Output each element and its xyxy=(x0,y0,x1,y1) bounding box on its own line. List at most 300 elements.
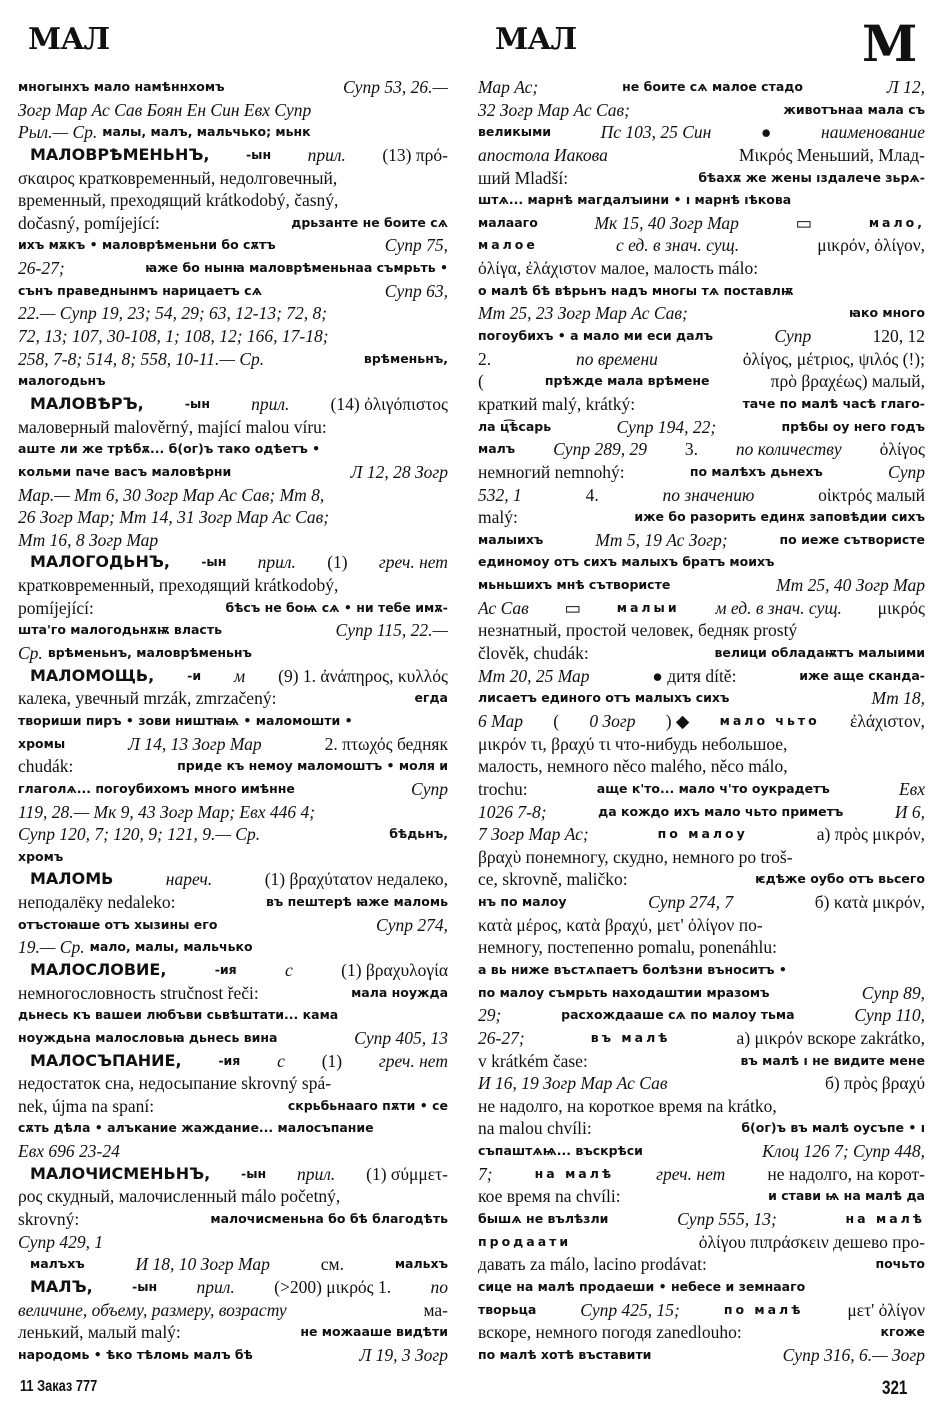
church-slavonic-citation: хромы xyxy=(18,735,66,751)
text-line xyxy=(18,438,448,461)
text-line xyxy=(478,868,925,891)
text: μικρός xyxy=(877,597,925,618)
text-line xyxy=(18,234,448,257)
church-slavonic-citation: врѣменьнъ, маловрѣменьнъ xyxy=(47,645,252,661)
text-line xyxy=(18,212,448,235)
church-slavonic-citation: малъ xyxy=(478,441,516,457)
text: ὀλίγα, ἐλάχιστον малое, малость málo: xyxy=(478,258,759,279)
church-slavonic-citation: дрьзанте не боите сѧ xyxy=(291,214,448,230)
italic-text: Зогр Мар Ас Сав Боян Ен Син Евх Супр xyxy=(18,99,312,120)
italic-text: 7; xyxy=(478,1163,493,1184)
text-line xyxy=(18,99,448,122)
italic-text: Л 12, 28 Зогр xyxy=(350,461,448,482)
italic-text: Евх xyxy=(898,778,925,799)
church-slavonic-citation: ꙗже бо нынꙗ маловрѣменьнаа съмрьть • xyxy=(145,260,448,276)
text-line xyxy=(18,665,448,688)
text-line xyxy=(18,687,448,710)
text: ● дитя dítě: xyxy=(652,665,737,686)
text: немногословность stručnost řeči: xyxy=(18,982,259,1003)
italic-text: Супр 289, 29 xyxy=(553,439,647,460)
church-slavonic-citation: бѣдьнъ, xyxy=(389,826,448,842)
text-line xyxy=(18,393,448,416)
italic-text: греч. нет xyxy=(378,1050,448,1071)
text-line xyxy=(18,189,448,212)
text-line xyxy=(478,733,925,756)
church-slavonic-citation: народомь • ѣко тѣломь малъ бѣ xyxy=(18,1346,253,1362)
church-slavonic-citation: -ия xyxy=(218,1052,241,1068)
text-line xyxy=(18,936,448,959)
text-line xyxy=(478,1095,925,1118)
text-line xyxy=(18,914,448,937)
text-line xyxy=(478,416,925,439)
church-slavonic-citation: не можааше видѣти xyxy=(300,1324,448,1340)
text-line xyxy=(478,1140,925,1163)
headword: МАЛОЧИСМЕНЬНЪ, xyxy=(30,1163,211,1183)
italic-text: по времени xyxy=(575,348,658,369)
spaced-phrase: мало, xyxy=(868,214,925,230)
church-slavonic-citation: великыми xyxy=(478,124,552,140)
italic-text: Ср. xyxy=(18,643,43,664)
text-line xyxy=(478,891,925,914)
italic-text: 532, 1 xyxy=(478,484,522,505)
text-line xyxy=(478,1027,925,1050)
text-line xyxy=(18,1208,448,1231)
text: 2. πτωχός бедняк xyxy=(324,733,448,754)
headword: МАЛОВРѢМЕНЬНЪ, xyxy=(30,144,210,164)
italic-text: апостола Иакова xyxy=(478,144,608,165)
church-slavonic-citation: малъхъ xyxy=(30,1256,85,1272)
text: (9) 1. ἀνάπηρος, κυλλός xyxy=(278,665,448,686)
italic-text: 1026 7-8; xyxy=(478,801,547,822)
church-slavonic-citation: дьнесь къ вашеи любъви сьвѣштати... кама xyxy=(18,1007,339,1023)
church-slavonic-citation: бѣсъ не боѩ сѧ • ни тебе имѫ- xyxy=(225,599,448,615)
italic-text: Л 12, xyxy=(886,77,925,97)
text: (14) ὀλιγόπιστος xyxy=(330,393,448,414)
italic-text: Супр 110, xyxy=(854,1005,925,1026)
text-line xyxy=(18,823,448,846)
text: (1) βραχύτατον недалеко, xyxy=(264,869,448,890)
church-slavonic-citation: шта'го малогодьнѫѭ власть xyxy=(18,622,222,638)
italic-text: Супр 555, 13; xyxy=(677,1209,777,1230)
text-line xyxy=(478,936,925,959)
church-slavonic-citation: штѧ... марнѣ магдалꙑини • ı марнѣ ıѣкова xyxy=(478,192,792,208)
text: 3. xyxy=(684,439,698,460)
text-line xyxy=(18,982,448,1005)
church-slavonic-citation: малыихъ xyxy=(478,531,544,547)
text-line xyxy=(478,167,925,190)
church-slavonic-citation: мальхъ xyxy=(394,1256,448,1272)
running-head-middle: МАЛ xyxy=(495,22,577,57)
church-slavonic-citation: ихъ мѫкъ • маловрѣменьни бо сѫтъ xyxy=(18,237,276,253)
church-slavonic-citation: и стави ѩ на малѣ да xyxy=(768,1188,925,1204)
text: 2. xyxy=(478,348,492,369)
text: ( xyxy=(553,710,560,731)
italic-text: Супр 120, 7; 120, 9; 121, 9.— Ср. xyxy=(18,824,261,845)
church-slavonic-citation: ноуждьна малословьꙗ дьнесь вина xyxy=(18,1029,278,1045)
text-line xyxy=(478,710,925,733)
text-line xyxy=(478,642,925,665)
text: βραχὺ понемногу, скудно, немного po troš- xyxy=(478,846,793,867)
text: ce, skrovně, maličko: xyxy=(478,869,628,890)
church-slavonic-citation: мала ноужда xyxy=(351,984,448,1000)
text-line xyxy=(18,144,448,167)
italic-text: Супр 63, xyxy=(384,280,448,301)
text-line xyxy=(478,1208,925,1231)
text: σκαιρος кратковременный, недолговечный, xyxy=(18,167,338,188)
spaced-phrase: по малоу xyxy=(657,826,748,842)
italic-text: И 16, 19 Зогр Мар Ас Сав xyxy=(478,1073,668,1094)
church-slavonic-citation: малогодьнъ xyxy=(18,373,106,389)
text: ленький, малый malý: xyxy=(18,1322,181,1343)
italic-text: Супр xyxy=(774,326,812,347)
text-line xyxy=(478,1321,925,1344)
church-slavonic-citation: въ малѣ ı не видите мене xyxy=(740,1052,925,1068)
church-slavonic-citation: въ пештерѣ ꙗже маломь xyxy=(265,894,448,910)
church-slavonic-citation: по малѣ хотѣ въставити xyxy=(478,1346,652,1362)
italic-text: Клоц 126 7; Супр 448, xyxy=(762,1141,925,1162)
text-line xyxy=(478,76,925,99)
text: ший Mladší: xyxy=(478,167,569,188)
text: временный, преходящий krátkodobý, časný, xyxy=(18,190,339,211)
text: ● xyxy=(760,122,772,143)
text-line xyxy=(18,1095,448,1118)
italic-text: Супр 194, 22; xyxy=(616,416,717,437)
text-line xyxy=(478,234,925,257)
text: 4. xyxy=(585,484,599,505)
text-line xyxy=(18,551,448,574)
church-slavonic-citation: бѣахѫ же жены ıздалече зьрѧ- xyxy=(698,169,925,185)
church-slavonic-citation: твориши пиръ • зови ништꙗѩ • маломошти • xyxy=(18,712,353,728)
text-line xyxy=(18,1253,448,1276)
text: v krátkém čase: xyxy=(478,1050,588,1071)
text-line xyxy=(478,597,925,620)
text-line xyxy=(18,1231,448,1254)
text-line xyxy=(478,1163,925,1186)
text: člověk, chudák: xyxy=(478,643,589,664)
text: ( xyxy=(478,371,484,392)
text: ὀλίγου πιπράσκειν дешево про- xyxy=(698,1231,925,1252)
text: б) πρὸς βραχύ xyxy=(825,1073,925,1094)
text-line xyxy=(18,302,448,325)
church-slavonic-citation: -ия xyxy=(214,961,237,977)
italic-text: с xyxy=(277,1050,285,1071)
church-slavonic-citation: по малоу съмрьть находаштии мразомъ xyxy=(478,984,770,1000)
church-slavonic-citation: -ын xyxy=(241,1165,267,1181)
italic-text: 0 Зогр xyxy=(589,710,636,731)
italic-text: 26-27; xyxy=(18,258,65,279)
text-line xyxy=(478,189,925,212)
italic-text: Супр xyxy=(411,778,448,799)
church-slavonic-citation: -ын xyxy=(245,146,272,162)
church-slavonic-citation: таче по малѣ часѣ глаго- xyxy=(742,395,925,411)
church-slavonic-citation: мьньшихъ мнѣ сътвористе xyxy=(478,577,671,593)
text: ἐλάχιστον, xyxy=(850,710,925,731)
text: pomíjející: xyxy=(18,597,94,618)
italic-text: нареч. xyxy=(165,869,213,890)
italic-text: Мт 20, 25 Мар xyxy=(478,665,590,686)
church-slavonic-citation: глаголѧ... погоубихомъ много имѣнне xyxy=(18,780,295,796)
italic-text: Пс 103, 25 Син xyxy=(600,122,712,143)
italic-text: Рыл.— Ср. xyxy=(18,122,98,143)
headword: МАЛОГОДЬНЪ, xyxy=(30,552,170,572)
text: ▭ xyxy=(795,212,813,233)
church-slavonic-citation: бышѧ не вълѣзли xyxy=(478,1211,609,1227)
text: (1) σύμμετ- xyxy=(366,1163,448,1184)
spaced-phrase: по малѣ xyxy=(723,1301,804,1317)
page-number: 321 xyxy=(882,1378,908,1399)
spaced-phrase: малыи xyxy=(616,599,680,615)
spaced-phrase: на малѣ xyxy=(534,1165,615,1181)
text: dočasný, pomíjející: xyxy=(18,212,160,233)
text-line xyxy=(478,801,925,824)
italic-text: И 6, xyxy=(894,801,925,822)
church-slavonic-citation: творьца xyxy=(478,1301,537,1317)
text-line xyxy=(18,891,448,914)
right-column xyxy=(478,76,925,1367)
text-line xyxy=(478,755,925,778)
text-line xyxy=(18,755,448,778)
italic-text: 19.— Ср. xyxy=(18,937,85,958)
italic-text: И 18, 10 Зогр Мар xyxy=(135,1254,270,1275)
text: калека, увечный mrzák, zmrzačený: xyxy=(18,688,277,709)
church-slavonic-citation: аште ли же трѣбѫ... б(ог)ъ тако одѣетъ • xyxy=(18,441,321,457)
italic-text: Супр 53, 26.— xyxy=(343,77,448,97)
text-line xyxy=(18,1321,448,1344)
italic-text: Супр 89, xyxy=(861,982,925,1003)
text-line xyxy=(18,484,448,507)
spaced-phrase: на малѣ xyxy=(845,1211,925,1227)
text-line xyxy=(18,574,448,597)
text: 120, 12 xyxy=(872,326,925,347)
text-line xyxy=(478,959,925,982)
text-line xyxy=(18,1163,448,1186)
italic-text: Супр xyxy=(888,461,925,482)
text: ὀλίγος xyxy=(879,439,925,460)
text-line xyxy=(18,868,448,891)
text: πρὸ βραχέως) малый, xyxy=(770,371,925,392)
text-line xyxy=(18,710,448,733)
text-line xyxy=(18,121,448,144)
text-line xyxy=(478,1344,925,1367)
church-slavonic-citation: малочисменьна бо бѣ благодѣть xyxy=(210,1211,448,1227)
italic-text: Супр 274, xyxy=(376,914,448,935)
text: вскоре, немного погодя zanedlouho: xyxy=(478,1322,742,1343)
church-slavonic-citation: погоубихъ • а мало ми еси далъ xyxy=(478,328,714,344)
church-slavonic-citation: прѣбы оу него годъ xyxy=(781,418,925,434)
text: trochu: xyxy=(478,778,528,799)
church-slavonic-citation: ѥдѣже оубо отъ вьсего xyxy=(755,871,925,887)
church-slavonic-citation: по малѣхъ дьнехъ xyxy=(689,463,823,479)
text-line xyxy=(478,99,925,122)
church-slavonic-citation: расхождааше сѧ по малоу тьма xyxy=(561,1007,795,1023)
church-slavonic-citation: а вь ниже въстѧпаетъ болѣзни въноситъ • xyxy=(478,961,787,977)
church-slavonic-citation: аще к'то... мало ч'то оукрадетъ xyxy=(596,780,830,796)
text-line xyxy=(18,1344,448,1367)
church-slavonic-citation: -ын xyxy=(201,554,227,570)
text: μικρόν τι, βραχύ τι что-нибудь небольшое, xyxy=(478,733,788,754)
text-line xyxy=(478,1299,925,1322)
italic-text: Ас Сав xyxy=(478,597,529,618)
text-line xyxy=(478,461,925,484)
italic-text: прил. xyxy=(251,393,290,414)
text: μικρόν, ὀλίγον, xyxy=(817,235,925,256)
spaced-phrase: малое xyxy=(478,237,538,253)
text-line xyxy=(478,982,925,1005)
text: краткий malý, krátký: xyxy=(478,393,636,414)
text-line xyxy=(18,846,448,869)
text-line xyxy=(18,257,448,280)
italic-text: наименование xyxy=(821,122,925,143)
text-line xyxy=(18,1050,448,1073)
italic-text: Мт 5, 19 Ас Зогр; xyxy=(595,529,728,550)
church-slavonic-citation: иже аще сканда- xyxy=(799,667,925,683)
church-slavonic-citation: б(ог)ъ въ малѣ оусъпе • ı xyxy=(741,1120,925,1136)
text-line xyxy=(478,144,925,167)
text-line xyxy=(478,506,925,529)
italic-text: прил. xyxy=(196,1276,235,1297)
text-line xyxy=(18,529,448,552)
italic-text: по xyxy=(430,1276,448,1297)
italic-text: прил. xyxy=(307,144,346,165)
headword: МАЛОСЛОВИЕ, xyxy=(30,959,167,979)
text-line xyxy=(18,1117,448,1140)
italic-text: м ед. в знач. сущ. xyxy=(715,597,842,618)
text: skrovný: xyxy=(18,1209,80,1230)
church-slavonic-citation: ꙗко много xyxy=(849,305,925,321)
church-slavonic-citation: малааго xyxy=(478,214,538,230)
text-line xyxy=(18,619,448,642)
church-slavonic-citation: -ын xyxy=(132,1278,158,1294)
text-line xyxy=(478,619,925,642)
italic-text: греч. нет xyxy=(656,1163,726,1184)
italic-text: Мт 25, 40 Зогр Мар xyxy=(776,575,925,596)
text: Μικρός Меньший, Млад- xyxy=(738,144,925,165)
text: (1) xyxy=(321,1050,343,1071)
text: кратковременный, преходящий krátkodobý, xyxy=(18,575,339,596)
text: (1) xyxy=(327,552,348,573)
church-slavonic-citation: егда xyxy=(414,690,448,706)
text-line xyxy=(478,687,925,710)
text-line xyxy=(18,1140,448,1163)
text: недостаток сна, недосыпание skrovný spá- xyxy=(18,1073,332,1094)
italic-text: Супр 425, 15; xyxy=(580,1299,680,1320)
text: malý: xyxy=(478,507,518,528)
text-line xyxy=(18,1004,448,1027)
text: маловерный malověrný, mající malou víru: xyxy=(18,416,327,437)
italic-text: 72, 13; 107, 30-108, 1; 108, 12; 166, 17-18; xyxy=(18,326,329,347)
text: (1) βραχυλογία xyxy=(341,959,448,980)
text-line xyxy=(478,778,925,801)
text-line xyxy=(18,1299,448,1322)
italic-text: 119, 28.— Мк 9, 43 Зогр Мар; Евх 446 4; xyxy=(18,801,316,822)
text-line xyxy=(18,801,448,824)
italic-text: 7 Зогр Мар Ас; xyxy=(478,824,589,845)
text-line xyxy=(478,438,925,461)
text-line xyxy=(18,506,448,529)
text-line xyxy=(478,280,925,303)
text-line xyxy=(18,778,448,801)
text-line xyxy=(478,1253,925,1276)
text-line xyxy=(478,823,925,846)
text: а) μικρόν вскоре zakrátko, xyxy=(736,1027,925,1048)
church-slavonic-citation: да кождо ихъ мало чьто приметъ xyxy=(598,803,844,819)
italic-text: Евх 696 23-24 xyxy=(18,1141,120,1162)
church-slavonic-citation: нъ по малоу xyxy=(478,894,567,910)
text-line xyxy=(18,1276,448,1299)
church-slavonic-citation: лисаетъ единого отъ малыхъ сихъ xyxy=(478,690,730,706)
italic-text: Мт 25, 23 Зогр Мар Ас Сав; xyxy=(478,303,688,324)
italic-text: прил. xyxy=(257,552,296,573)
text-line xyxy=(18,1185,448,1208)
italic-text: Супр 115, 22.— xyxy=(335,620,448,641)
text: б) κατὰ μικρόν, xyxy=(814,892,925,913)
headword: МАЛОМЬ xyxy=(30,869,114,889)
text-line xyxy=(478,1117,925,1140)
headword: МАЛОВѢРЪ, xyxy=(30,393,144,413)
text-line xyxy=(18,76,448,99)
church-slavonic-citation: съпаштѧѩ... въскрѣси xyxy=(478,1143,643,1159)
italic-text: Супр 405, 13 xyxy=(354,1027,448,1048)
text-line xyxy=(18,1072,448,1095)
italic-text: Супр 274, 7 xyxy=(648,892,734,913)
italic-text: по количеству xyxy=(735,439,842,460)
italic-text: Супр 429, 1 xyxy=(18,1231,104,1252)
italic-text: 29; xyxy=(478,1005,502,1026)
text-line xyxy=(478,257,925,280)
italic-text: 26 Зогр Мар; Мт 14, 31 Зогр Мар Ас Сав; xyxy=(18,507,330,528)
italic-text: м xyxy=(234,665,246,686)
headword: МАЛОМОЩЬ, xyxy=(30,665,155,685)
text-line xyxy=(18,325,448,348)
text-line xyxy=(18,370,448,393)
church-slavonic-citation: врѣменьнъ, xyxy=(363,350,448,366)
italic-text: 6 Мар xyxy=(478,710,523,731)
text-line xyxy=(18,1027,448,1050)
italic-text: Л 14, 13 Зогр Мар xyxy=(128,733,262,754)
text-line xyxy=(18,416,448,439)
left-column xyxy=(18,76,448,1367)
text: ) ◆ xyxy=(665,710,690,731)
text: а) πρὸς μικρόν, xyxy=(816,824,925,845)
text: ма- xyxy=(423,1299,448,1320)
text-line xyxy=(478,1276,925,1299)
text: nek, újma na spaní: xyxy=(18,1095,155,1116)
text: не надолго, на короткое время na krátko, xyxy=(478,1095,777,1116)
text: не надолго, на корот- xyxy=(767,1163,925,1184)
text-line xyxy=(478,348,925,371)
text: (>200) μικρός 1. xyxy=(274,1276,392,1297)
text: ▭ xyxy=(564,597,581,618)
text: немногий nemnohý: xyxy=(478,461,625,482)
text-line xyxy=(18,461,448,484)
church-slavonic-citation: отъстоꙗше отъ хызины его xyxy=(18,916,218,932)
text: κατὰ μέρος, κατὰ βραχύ, μετ' ὀλίγον по- xyxy=(478,914,763,935)
text-line xyxy=(18,733,448,756)
text: οἰκτρός малый xyxy=(818,484,925,505)
section-letter: М xyxy=(862,14,917,73)
church-slavonic-citation: мало, малы, мальчько xyxy=(89,939,253,955)
text-line xyxy=(18,642,448,665)
text-line xyxy=(478,325,925,348)
church-slavonic-citation: кольми паче васъ маловѣрни xyxy=(18,463,232,479)
church-slavonic-citation: сѫть дѣла • алъкание жаждание... малосъпание xyxy=(18,1120,374,1136)
text-line xyxy=(478,1050,925,1073)
church-slavonic-citation: сице на малѣ продаеши • небесе и земнааго xyxy=(478,1278,806,1294)
text-line xyxy=(478,121,925,144)
italic-text: Мар.— Мт 6, 30 Зогр Мар Ас Сав; Мт 8, xyxy=(18,484,325,505)
church-slavonic-citation: приде къ немоу маломоштъ • моля и xyxy=(177,758,448,774)
text-line xyxy=(478,1185,925,1208)
